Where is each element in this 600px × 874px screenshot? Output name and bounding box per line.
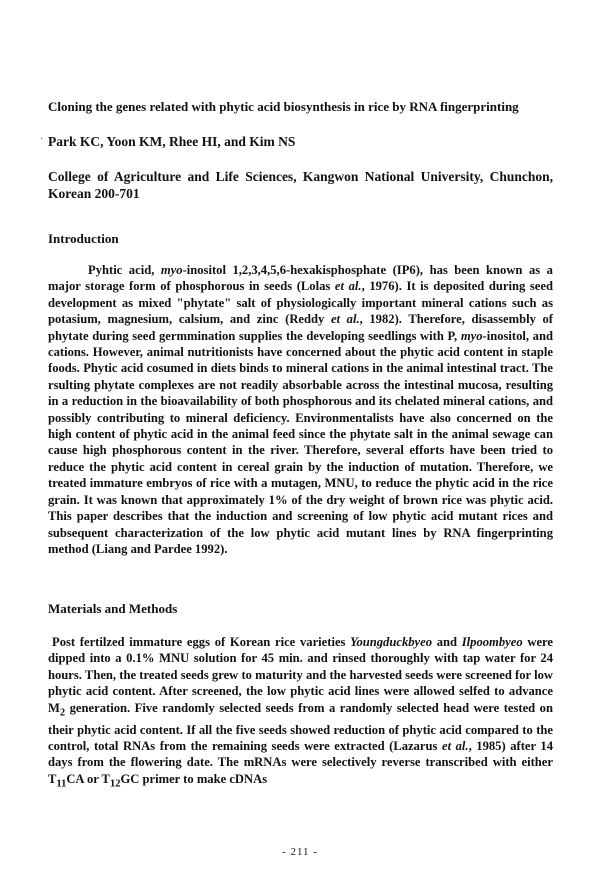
page-number: - 211 -	[282, 846, 318, 858]
section-heading-materials-methods: Materials and Methods	[48, 601, 178, 616]
introduction-paragraph: Pyhtic acid, myo-inositol 1,2,3,4,5,6-hexakisphosphate (IP6), has been known as a major storage form of phosphorous in seeds (Lolas et al., 1976). It is deposited during seed development as mixed "phytate" salt of physiologically important mineral cations such as potasium, magnesium, calsium, and zinc (Reddy et al., 1982). Therefore, disassembly of phytate during seed germmination supplies the developing seedlings with P, myo-inositol, and cations. However, animal nutritionists have concerned about the phytic acid content in staple foods. Phytic acid cosumed in diets binds to mineral cations in the animal intestinal tract. The rsulting phytate complexes are not readily absorbable across the intestinal mucosa, resulting in a reduction in the bioavailability of both phosphorous and its chelated mineral cations, and possibly contributing to mineral deficiency. Environmentalists have also concerned on the high content of phytic acid in the animal feed since the phytate salt in the animal sewage can cause high phosphorous content in the river. Therefore, several efforts have been tried to reduce the phytic acid content in cereal grain by the induction of mutation. Therefore, we treated immature embryos of rice with a mutagen, MNU, to reduce the phytic acid in the rice grain. It was known that approximately 1% of the dry weight of brown rice was phytic acid. This paper describes that the induction and screening of low phytic acid mutant rices and subsequent characterization of the low phytic acid mutant lines by RNA fingerprinting method (Liang and Pardee 1992).	[48, 263, 553, 556]
section-heading-introduction: Introduction	[48, 231, 119, 246]
materials-methods-paragraph: Post fertilzed immature eggs of Korean rice varieties Youngduckbyeo and Ilpoombyeo were dipped into a 0.1% MNU solution for 45 min. and rinsed thoroughly with tap water for 24 hours. Then, the treated seeds grew to maturity and the harvested seeds were screened for low phytic acid content. After screened, the low phytic acid lines were allowed selfed to advance $M_2$ generation. Five randomly selected seeds from a randomly selected head were tested on their phytic acid content. If all the five seeds showed reduction of phytic acid compared to the control, total RNAs from the remaining seeds were extracted (Lazarus et al., 1985) after 14 days from the flowering date. The mRNAs were selectively reverse transcribed with either $T_{11}CA$ or $T_{12}GC$ primer to make cDNAs	[48, 635, 553, 790]
margin-mark: ·	[40, 134, 44, 145]
paper-title: Cloning the genes related with phytic acid biosynthesis in rice by RNA fingerprinting	[48, 99, 519, 114]
affiliation: College of Agriculture and Life Sciences, Kangwon National University, Chunchon, Korean 200-701	[48, 169, 553, 201]
author-list: Park KC, Yoon KM, Rhee HI, and Kim NS	[48, 134, 296, 149]
